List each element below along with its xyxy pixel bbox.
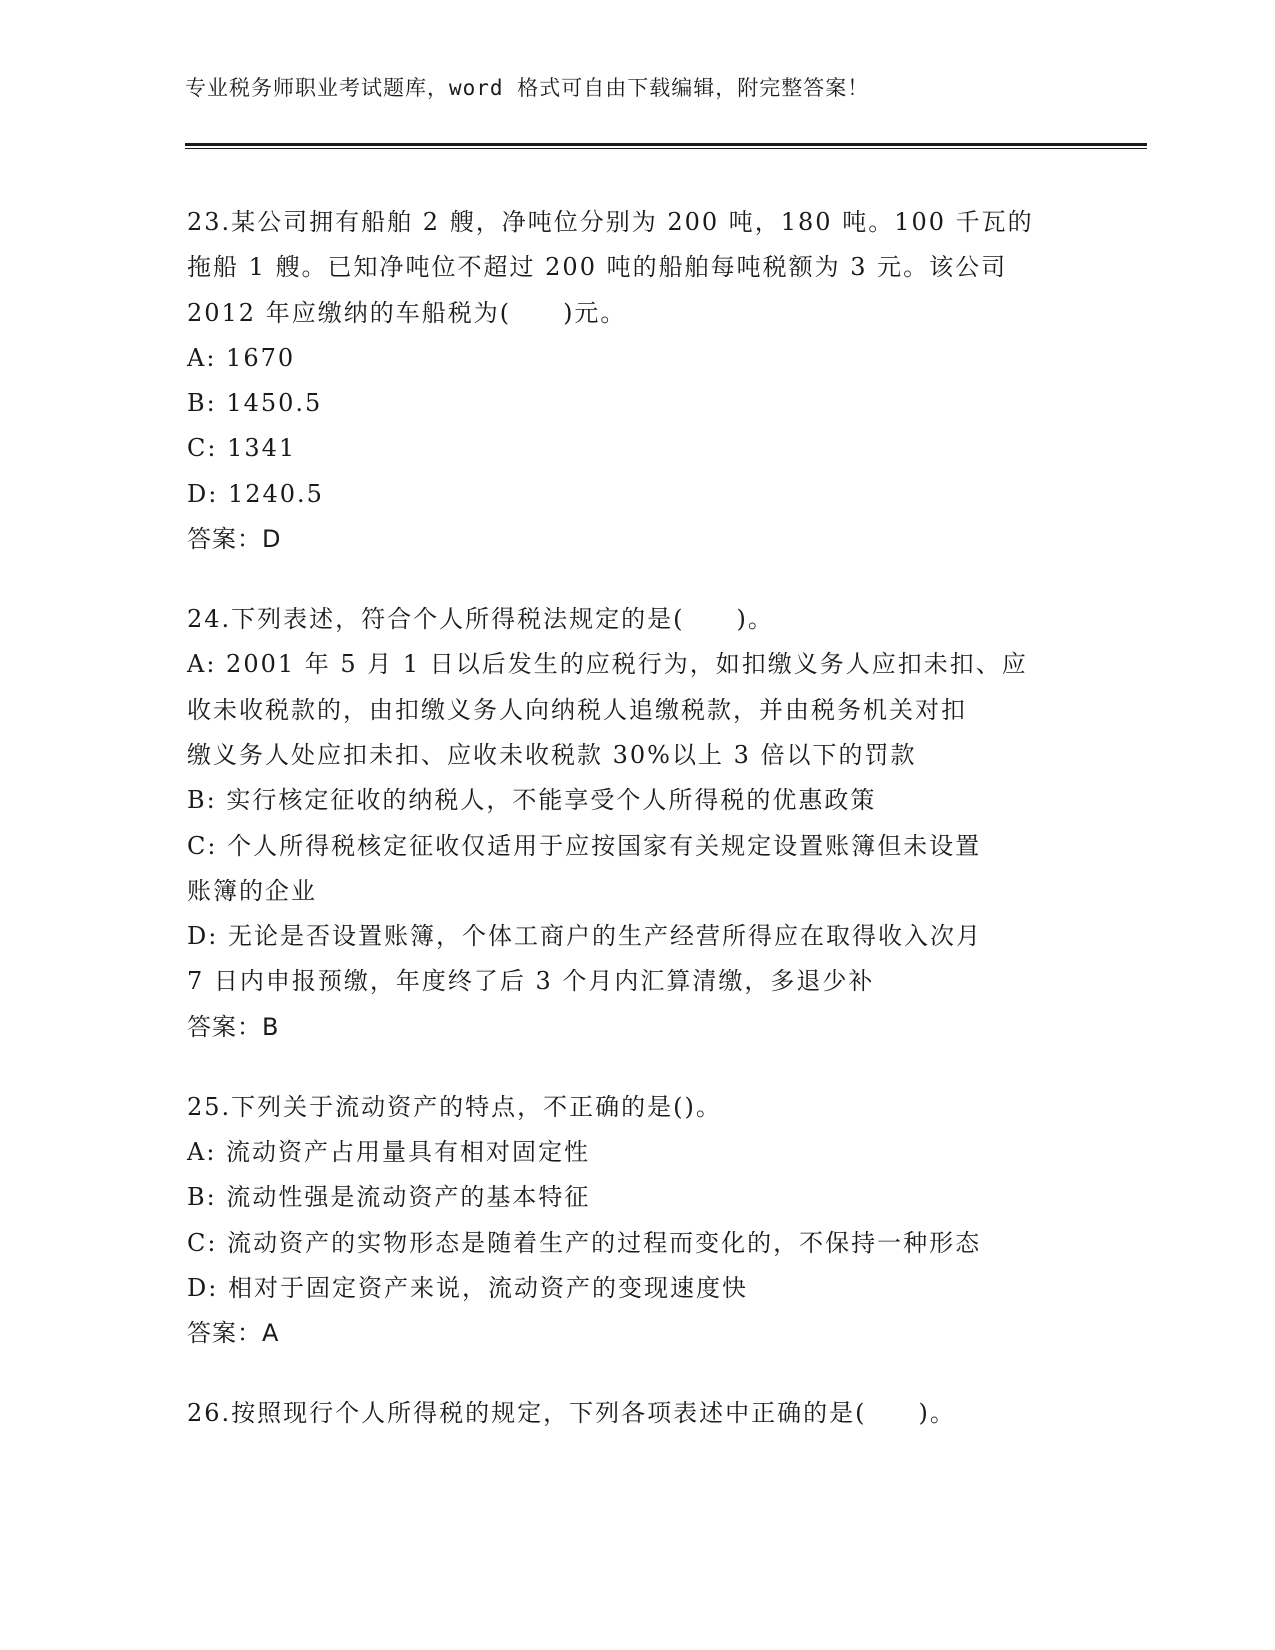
option-item — [187, 778, 1087, 823]
question-stem-line: 25.下列关于流动资产的特点，不正确的是()。 — [187, 1092, 722, 1121]
option-item — [187, 472, 1087, 517]
question-list — [187, 200, 1087, 1472]
option-item — [187, 336, 1087, 381]
answer-line: 答案：D — [187, 525, 282, 554]
page-header: 专业税务师职业考试题库，word 格式可自由下载编辑，附完整答案！ — [185, 76, 870, 100]
option-item — [187, 426, 1087, 471]
option-line: A: 2001 年 5 月 1 日以后发生的应税行为，如扣缴义务人应扣未扣、应 — [187, 650, 1028, 679]
answer-line: 答案：B — [187, 1012, 280, 1041]
option-line: 缴义务人处应扣未扣、应收未收税款 30%以上 3 倍以下的罚款 — [187, 740, 917, 769]
option-item — [187, 824, 1087, 915]
option-line: 收未收税款的，由扣缴义务人向纳税人追缴税款，并由税务机关对扣 — [187, 695, 967, 724]
option-line: A: 流动资产占用量具有相对固定性 — [187, 1138, 591, 1167]
header-rule-thin — [185, 148, 1147, 149]
option-item — [187, 1175, 1087, 1220]
question-stem-line: 拖船 1 艘。已知净吨位不超过 200 吨的船舶每吨税额为 3 元。该公司 — [187, 253, 1008, 282]
option-line: A: 1670 — [187, 343, 296, 372]
header-rule-thick — [185, 143, 1147, 146]
question-block — [187, 1391, 1087, 1436]
option-line: B: 实行核定征收的纳税人，不能享受个人所得税的优惠政策 — [187, 786, 877, 815]
option-item — [187, 381, 1087, 426]
option-line: D: 无论是否设置账簿，个体工商户的生产经营所得应在取得收入次月 — [187, 922, 982, 951]
option-item — [187, 642, 1087, 778]
question-stem-line: 24.下列表述，符合个人所得税法规定的是( )。 — [187, 605, 774, 634]
question-block — [187, 597, 1087, 1050]
answer-line: 答案：A — [187, 1319, 280, 1348]
option-line: 账簿的企业 — [187, 876, 317, 905]
option-line: C: 个人所得税核定征收仅适用于应按国家有关规定设置账簿但未设置 — [187, 831, 982, 860]
question-stem-line: 2012 年应缴纳的车船税为( )元。 — [187, 298, 627, 327]
option-item — [187, 914, 1087, 1005]
option-line: C: 1341 — [187, 434, 297, 463]
option-line: C: 流动资产的实物形态是随着生产的过程而变化的，不保持一种形态 — [187, 1228, 982, 1257]
option-line: D: 1240.5 — [187, 479, 324, 508]
option-line: B: 1450.5 — [187, 389, 323, 418]
option-line: D: 相对于固定资产来说，流动资产的变现速度快 — [187, 1273, 748, 1302]
question-stem-line: 23.某公司拥有船舶 2 艘，净吨位分别为 200 吨，180 吨。100 千瓦的 — [187, 208, 1034, 236]
question-stem-line: 26.按照现行个人所得税的规定，下列各项表述中正确的是( )。 — [187, 1399, 956, 1428]
option-line: 7 日内申报预缴，年度终了后 3 个月内汇算清缴，多退少补 — [187, 967, 875, 996]
option-item — [187, 1221, 1087, 1266]
option-line: B: 流动性强是流动资产的基本特征 — [187, 1183, 591, 1212]
question-block — [187, 200, 1087, 562]
option-item — [187, 1266, 1087, 1311]
question-block — [187, 1085, 1087, 1356]
option-item — [187, 1130, 1087, 1175]
